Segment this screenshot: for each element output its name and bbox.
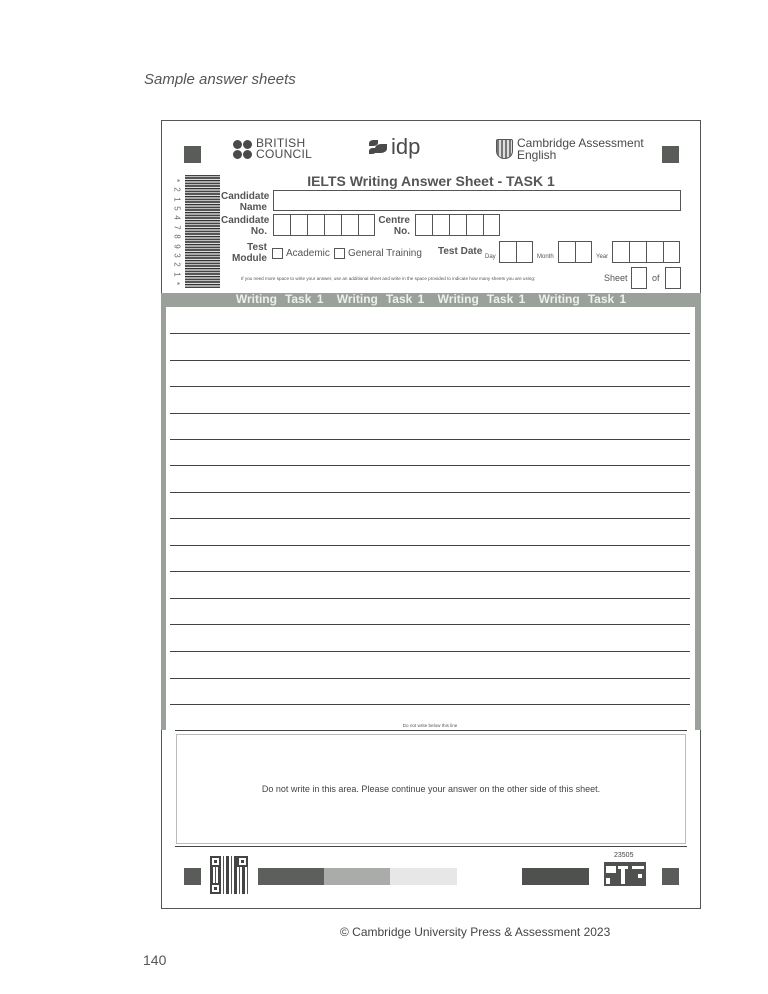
module-option-general-training[interactable]: General Training <box>334 248 422 259</box>
calibration-bar-light <box>390 868 457 885</box>
module-option-academic[interactable]: Academic <box>272 248 330 259</box>
writing-line <box>170 624 690 625</box>
day-digit[interactable] <box>499 241 516 263</box>
general-training-checkbox[interactable] <box>334 248 345 259</box>
centre-no-input[interactable] <box>415 214 500 236</box>
registration-mark-bottom-left <box>184 868 201 885</box>
cambridge-text-2: English <box>517 148 557 162</box>
no-write-message: Do not write in this area. Please continue your answer on the other side of this sheet. <box>261 784 601 794</box>
cambridge-logo <box>496 137 644 161</box>
frame-right <box>695 307 701 730</box>
calibration-bar-dark <box>258 868 324 885</box>
barcode-digits: * 2 1 5 4 7 8 9 3 2 1 * <box>172 178 182 286</box>
writing-line <box>170 413 690 414</box>
day-input[interactable] <box>499 241 533 263</box>
page-number: 140 <box>143 952 167 968</box>
writing-line <box>170 598 690 599</box>
writing-line <box>170 360 690 361</box>
month-label: Month <box>537 254 554 260</box>
centre-no-digit[interactable] <box>415 214 432 236</box>
writing-line <box>170 386 690 387</box>
timing-mark-icon <box>604 862 646 886</box>
candidate-name-input[interactable] <box>273 190 681 211</box>
month-digit[interactable] <box>558 241 575 263</box>
writing-line <box>170 518 690 519</box>
extra-space-note: If you need more space to write your answer, use an additional sheet and write in the space provided to indicate how many sheets you are using: <box>241 276 536 281</box>
writing-line <box>170 492 690 493</box>
british-council-text-1: BRITISH <box>256 136 306 150</box>
registration-mark-bottom-right <box>662 868 679 885</box>
candidate-no-digit[interactable] <box>324 214 341 236</box>
qr-code-icon <box>210 856 248 894</box>
candidate-no-digit[interactable] <box>273 214 290 236</box>
writing-area[interactable] <box>166 307 695 727</box>
sheet-total-input[interactable] <box>665 267 681 289</box>
form-id: 23505 <box>614 852 634 859</box>
cambridge-shield-icon <box>496 139 513 159</box>
candidate-no-digit[interactable] <box>341 214 358 236</box>
calibration-bar-medium <box>324 868 390 885</box>
year-digit[interactable] <box>663 241 680 263</box>
test-date-label: Test Date <box>438 246 483 257</box>
british-council-logo <box>233 138 312 160</box>
writing-line <box>170 465 690 466</box>
year-input[interactable] <box>612 241 680 263</box>
idp-leaf-icon <box>369 138 389 156</box>
writing-line <box>170 333 690 334</box>
of-label: of <box>652 273 660 283</box>
copyright: © Cambridge University Press & Assessment 2023 <box>340 925 611 939</box>
writing-line <box>170 439 690 440</box>
section-heading: Sample answer sheets <box>144 71 296 88</box>
centre-no-digit[interactable] <box>432 214 449 236</box>
year-digit[interactable] <box>646 241 663 263</box>
cambridge-text-1: Cambridge Assessment <box>517 136 644 150</box>
calibration-bar-black <box>522 868 589 885</box>
centre-no-label: Centre No. <box>378 215 410 237</box>
year-label: Year <box>596 254 609 260</box>
sheet-title: IELTS Writing Answer Sheet - TASK 1 <box>307 173 555 189</box>
british-council-text-2: COUNCIL <box>256 147 313 161</box>
writing-task-band-text: Writing Task 1 Writing Task 1 Writing Task 1 Writing Task 1 <box>235 292 627 306</box>
month-digit[interactable] <box>575 241 592 263</box>
registration-mark-top-right <box>662 146 679 163</box>
year-digit[interactable] <box>629 241 646 263</box>
sheet-number-input[interactable] <box>631 267 647 289</box>
test-module-label: Test Module <box>232 242 267 264</box>
candidate-name-label: Candidate Name <box>221 191 270 213</box>
candidate-no-digit[interactable] <box>290 214 307 236</box>
british-council-dots-icon <box>233 140 252 159</box>
centre-no-digit[interactable] <box>466 214 483 236</box>
writing-line <box>170 704 690 705</box>
idp-text: idp <box>391 134 421 159</box>
registration-mark-top-left <box>184 146 201 163</box>
writing-line <box>170 678 690 679</box>
idp-logo <box>369 136 420 158</box>
candidate-no-label: Candidate No. <box>221 215 270 237</box>
barcode <box>185 175 220 288</box>
month-input[interactable] <box>558 241 592 263</box>
no-write-label: Do not write below this line <box>402 723 458 728</box>
centre-no-digit[interactable] <box>483 214 500 236</box>
year-digit[interactable] <box>612 241 629 263</box>
writing-line <box>170 571 690 572</box>
writing-line <box>170 651 690 652</box>
day-digit[interactable] <box>516 241 533 263</box>
writing-line <box>170 545 690 546</box>
day-label: Day <box>485 254 496 260</box>
candidate-no-digit[interactable] <box>307 214 324 236</box>
centre-no-digit[interactable] <box>449 214 466 236</box>
candidate-no-input[interactable] <box>273 214 375 236</box>
sheet-label: Sheet <box>604 273 628 283</box>
academic-checkbox[interactable] <box>272 248 283 259</box>
